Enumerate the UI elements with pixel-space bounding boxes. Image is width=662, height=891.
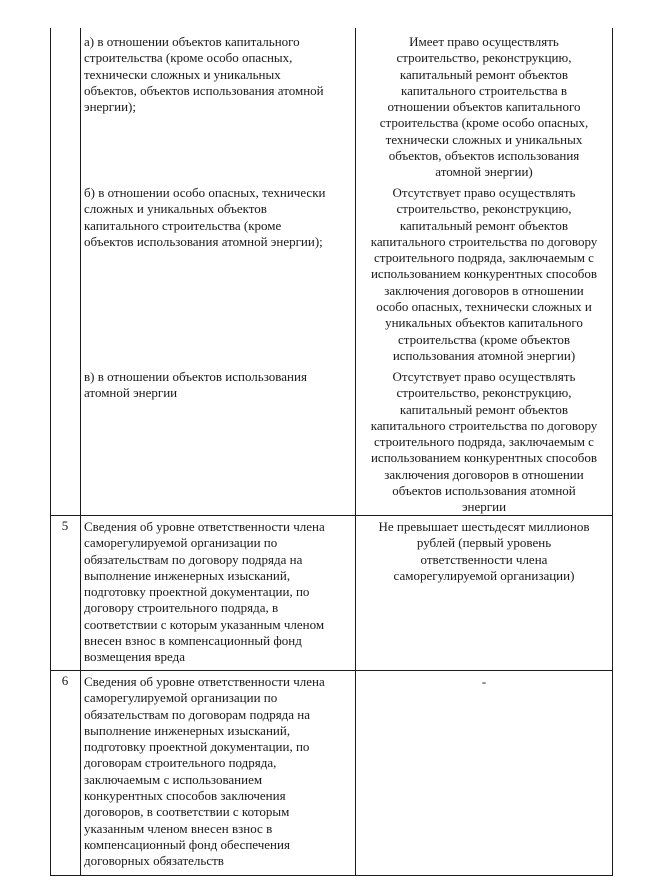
text-line: энергии); <box>84 99 136 115</box>
text-line: сложных и уникальных объектов <box>84 201 267 217</box>
text-line: договорных обязательств <box>84 853 224 869</box>
text-line: саморегулируемой организации) <box>393 567 575 583</box>
text-line: ответственности члена <box>420 551 548 567</box>
value-a <box>356 34 612 181</box>
text-line: подготовку проектной документации, по <box>84 584 310 600</box>
value-c <box>356 369 612 516</box>
text-line: заключаемым с использованием <box>84 771 263 787</box>
text-line: капитального строительства (кроме <box>84 217 282 233</box>
table-bottom-border <box>50 875 613 876</box>
text-line: Отсутствует право осуществлять <box>392 185 576 200</box>
text-line: строительства (кроме особо опасных, <box>84 50 293 66</box>
text-line: объектов использования атомной <box>392 483 576 499</box>
criterion-c <box>84 369 307 402</box>
text-line: договору строительного подряда, в <box>84 600 279 616</box>
text-line: строительство, реконструкцию, <box>396 201 572 217</box>
table-left-border <box>50 28 51 876</box>
text-line: заключения договоров в отношении <box>384 466 584 482</box>
text-line: компенсационный фонд обеспечения <box>84 836 290 852</box>
text-line: энергии <box>461 499 507 515</box>
text-line: использования атомной энергии) <box>392 347 576 363</box>
text-line: строительного подряда, заключаемым с <box>374 250 594 266</box>
text-line: а) в отношении объектов капитального <box>84 34 300 49</box>
text-line: заключения договоров в отношении <box>384 282 584 298</box>
text-line: технически сложных и уникальных <box>385 131 583 147</box>
text-line: капитального строительства по договору <box>370 233 598 249</box>
row-5-criterion <box>84 519 325 666</box>
text-line: атомной энергии) <box>435 164 533 180</box>
number-column-divider <box>80 28 81 876</box>
text-line: особо опасных, технически сложных и <box>376 299 592 315</box>
text-line: строительства (кроме особо опасных, <box>379 115 589 131</box>
text-line: использованием конкурентных способов <box>370 450 598 466</box>
text-line: возмещения вреда <box>84 649 186 665</box>
text-line: Сведения об уровне ответственности члена <box>84 674 325 689</box>
value-b <box>356 185 612 364</box>
row-6-criterion <box>84 674 325 870</box>
text-line: саморегулируемой организации по <box>84 690 278 706</box>
text-line: объектов, объектов использования <box>388 148 580 164</box>
text-line: договоров, в соответствии с которым <box>84 804 290 820</box>
text-line: обязательствам по договорам подряда на <box>84 706 311 722</box>
text-line: Не превышает шестьдесят миллионов <box>378 519 590 534</box>
text-line: строительного подряда, заключаемым с <box>374 434 594 450</box>
criterion-b <box>84 185 325 250</box>
text-line: строительство, реконструкцию, <box>396 385 572 401</box>
row-6-number: 6 <box>61 673 69 688</box>
text-line: Отсутствует право осуществлять <box>392 369 576 384</box>
text-line: б) в отношении особо опасных, технически <box>84 185 326 200</box>
row-5-number: 5 <box>61 518 69 533</box>
text-line: строительство, реконструкцию, <box>396 50 572 66</box>
text-line: рублей (первый уровень <box>416 535 552 551</box>
text-line: конкурентных способов заключения <box>84 788 286 804</box>
criterion-a <box>84 34 324 115</box>
table-right-border <box>612 28 613 876</box>
text-line: капитальный ремонт объектов <box>399 217 569 233</box>
text-line: объектов использования атомной энергии); <box>84 233 323 249</box>
text-line: капитальный ремонт объектов <box>399 66 569 82</box>
text-line: Имеет право осуществлять <box>409 34 559 49</box>
text-line: Сведения об уровне ответственности члена <box>84 519 325 534</box>
text-line: уникальных объектов капитального <box>385 315 583 331</box>
text-line: обязательствам по договору подряда на <box>84 551 303 567</box>
text-line: внесен взнос в компенсационный фонд <box>84 633 302 649</box>
text-line: капитальный ремонт объектов <box>399 401 569 417</box>
text-line: атомной энергии <box>84 385 178 401</box>
text-line: подготовку проектной документации, по <box>84 739 310 755</box>
text-line: в) в отношении объектов использования <box>84 369 307 384</box>
text-line: технически сложных и уникальных <box>84 66 281 82</box>
text-line: договорам строительного подряда, <box>84 755 277 771</box>
text-line: объектов, объектов использования атомной <box>84 82 324 98</box>
text-line: выполнение инженерных изысканий, <box>84 722 291 738</box>
text-line: строительства (кроме объектов <box>397 331 571 347</box>
row-6-value: - <box>481 674 487 689</box>
text-line: соответствии с которым указанным членом <box>84 616 325 632</box>
text-line: саморегулируемой организации по <box>84 535 278 551</box>
text-line: капитального строительства по договору <box>370 417 598 433</box>
text-line: указанным членом внесен взнос в <box>84 820 273 836</box>
text-line: капитального строительства в <box>401 82 567 98</box>
row-6-top-border <box>50 670 613 671</box>
text-line: выполнение инженерных изысканий, <box>84 567 291 583</box>
row-5-value <box>356 519 612 584</box>
text-line: использованием конкурентных способов <box>370 266 598 282</box>
text-line: отношении объектов капитального <box>387 99 581 115</box>
